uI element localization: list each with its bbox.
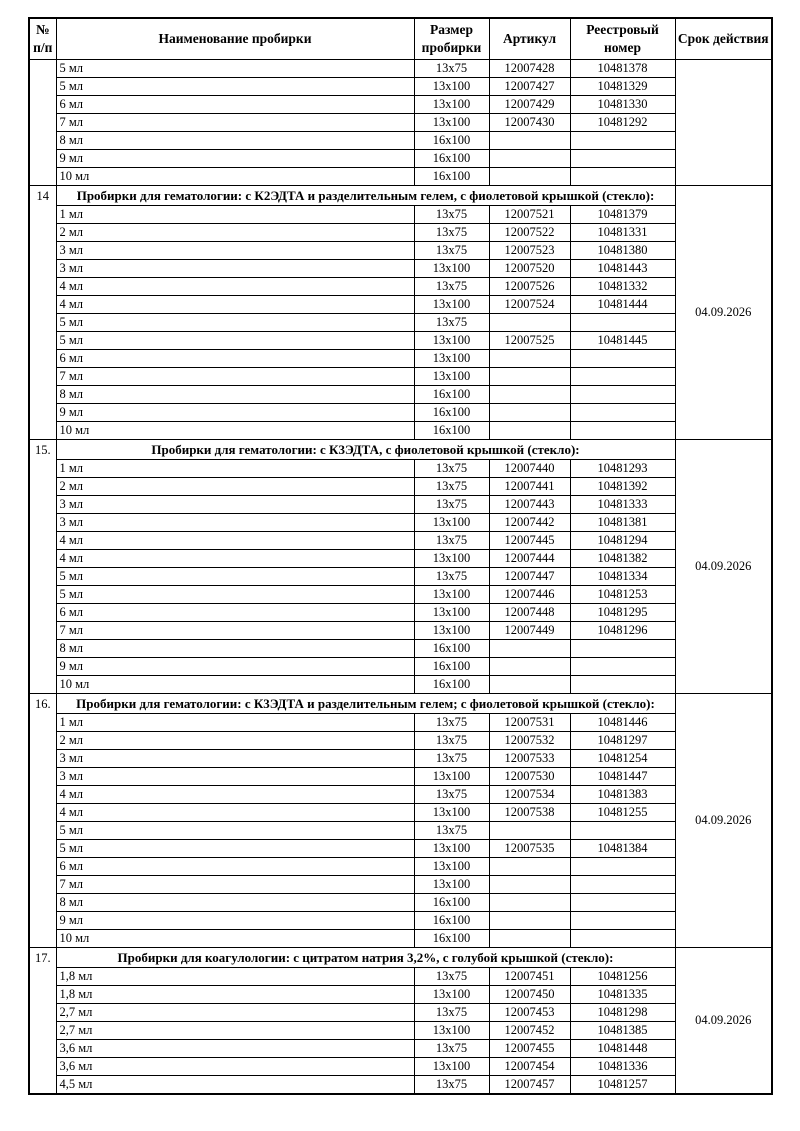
reg-number-cell <box>570 150 675 168</box>
table-row <box>29 822 772 840</box>
tube-size-cell: 16x100 <box>414 658 489 676</box>
tube-name-cell: 5 мл <box>56 314 414 332</box>
article-cell <box>489 912 570 930</box>
article-cell <box>489 422 570 440</box>
section-validity-cell: 04.09.2026 <box>675 186 772 440</box>
tube-name-cell: 1,8 мл <box>56 986 414 1004</box>
reg-number-cell: 10481334 <box>570 568 675 586</box>
article-cell: 12007430 <box>489 114 570 132</box>
section-header-row <box>29 186 772 206</box>
tube-size-cell: 16x100 <box>414 640 489 658</box>
section-header-row <box>29 948 772 968</box>
article-cell: 12007531 <box>489 714 570 732</box>
table-row <box>29 532 772 550</box>
reg-number-cell <box>570 386 675 404</box>
article-cell: 12007523 <box>489 242 570 260</box>
article-cell: 12007455 <box>489 1040 570 1058</box>
reg-number-cell: 10481444 <box>570 296 675 314</box>
table-row <box>29 478 772 496</box>
tube-name-cell: 1 мл <box>56 460 414 478</box>
section-title-cell: Пробирки для гематологии: с К3ЭДТА, с фиолетовой крышкой (стекло): <box>56 440 675 460</box>
article-cell <box>489 894 570 912</box>
tube-name-cell: 7 мл <box>56 876 414 894</box>
table-row <box>29 550 772 568</box>
tube-name-cell: 7 мл <box>56 368 414 386</box>
tube-name-cell: 6 мл <box>56 96 414 114</box>
section-number-cell: 14 <box>29 186 56 440</box>
article-cell: 12007535 <box>489 840 570 858</box>
table-row <box>29 96 772 114</box>
tube-size-cell: 13x100 <box>414 350 489 368</box>
tube-name-cell: 4,5 мл <box>56 1076 414 1095</box>
reg-number-cell: 10481298 <box>570 1004 675 1022</box>
table-row <box>29 1022 772 1040</box>
table-row <box>29 260 772 278</box>
article-cell <box>489 404 570 422</box>
reg-number-cell: 10481335 <box>570 986 675 1004</box>
reg-number-cell <box>570 912 675 930</box>
tube-name-cell: 3 мл <box>56 768 414 786</box>
article-cell <box>489 368 570 386</box>
tube-size-cell: 13x100 <box>414 550 489 568</box>
article-cell: 12007428 <box>489 60 570 78</box>
tube-size-cell: 13x75 <box>414 478 489 496</box>
col-header-num: № п/п <box>29 18 56 60</box>
reg-number-cell: 10481384 <box>570 840 675 858</box>
tube-size-cell: 13x75 <box>414 460 489 478</box>
reg-number-cell <box>570 822 675 840</box>
tube-size-cell: 16x100 <box>414 894 489 912</box>
tube-size-cell: 16x100 <box>414 150 489 168</box>
tube-name-cell: 10 мл <box>56 422 414 440</box>
tube-size-cell: 13x100 <box>414 622 489 640</box>
col-header-name: Наименование пробирки <box>56 18 414 60</box>
tube-size-cell: 16x100 <box>414 676 489 694</box>
article-cell <box>489 386 570 404</box>
tube-size-cell: 13x75 <box>414 60 489 78</box>
tube-name-cell: 3 мл <box>56 260 414 278</box>
tube-name-cell: 7 мл <box>56 622 414 640</box>
tube-name-cell: 4 мл <box>56 278 414 296</box>
article-cell: 12007450 <box>489 986 570 1004</box>
tube-name-cell: 6 мл <box>56 350 414 368</box>
table-row <box>29 224 772 242</box>
table-body <box>29 60 772 1095</box>
tube-size-cell: 13x100 <box>414 514 489 532</box>
tube-name-cell: 3,6 мл <box>56 1058 414 1076</box>
tube-size-cell: 13x100 <box>414 1058 489 1076</box>
table-row <box>29 858 772 876</box>
tube-name-cell: 2 мл <box>56 224 414 242</box>
section-number-cell: 15. <box>29 440 56 694</box>
article-cell: 12007451 <box>489 968 570 986</box>
tube-name-cell: 4 мл <box>56 532 414 550</box>
article-cell: 12007448 <box>489 604 570 622</box>
tube-size-cell: 13x100 <box>414 876 489 894</box>
table-row <box>29 368 772 386</box>
section-validity-cell: 04.09.2026 <box>675 948 772 1095</box>
table-row <box>29 840 772 858</box>
reg-number-cell: 10481333 <box>570 496 675 514</box>
table-row <box>29 768 772 786</box>
article-cell <box>489 658 570 676</box>
article-cell: 12007445 <box>489 532 570 550</box>
article-cell: 12007441 <box>489 478 570 496</box>
reg-number-cell: 10481330 <box>570 96 675 114</box>
table-row <box>29 876 772 894</box>
col-header-size: Размер пробирки <box>414 18 489 60</box>
tube-name-cell: 4 мл <box>56 786 414 804</box>
table-row <box>29 586 772 604</box>
article-cell: 12007443 <box>489 496 570 514</box>
reg-number-cell: 10481379 <box>570 206 675 224</box>
col-header-article: Артикул <box>489 18 570 60</box>
tube-name-cell: 5 мл <box>56 822 414 840</box>
tube-size-cell: 13x100 <box>414 858 489 876</box>
table-row <box>29 404 772 422</box>
article-cell <box>489 150 570 168</box>
tube-size-cell: 16x100 <box>414 132 489 150</box>
tube-size-cell: 13x75 <box>414 206 489 224</box>
tube-name-cell: 8 мл <box>56 132 414 150</box>
table-row <box>29 986 772 1004</box>
tube-size-cell: 13x75 <box>414 568 489 586</box>
reg-number-cell: 10481329 <box>570 78 675 96</box>
tube-size-cell: 13x75 <box>414 496 489 514</box>
section-validity-cell <box>675 60 772 186</box>
tube-name-cell: 4 мл <box>56 804 414 822</box>
reg-number-cell: 10481296 <box>570 622 675 640</box>
table-header <box>29 18 772 60</box>
tube-size-cell: 13x100 <box>414 804 489 822</box>
article-cell <box>489 676 570 694</box>
table-row <box>29 1040 772 1058</box>
article-cell <box>489 876 570 894</box>
article-cell: 12007457 <box>489 1076 570 1095</box>
reg-number-cell: 10481332 <box>570 278 675 296</box>
table-row <box>29 168 772 186</box>
article-cell: 12007454 <box>489 1058 570 1076</box>
tube-size-cell: 13x100 <box>414 604 489 622</box>
reg-number-cell: 10481381 <box>570 514 675 532</box>
tube-size-cell: 13x75 <box>414 1040 489 1058</box>
tube-name-cell: 3 мл <box>56 242 414 260</box>
reg-number-cell <box>570 640 675 658</box>
table-row <box>29 750 772 768</box>
article-cell: 12007429 <box>489 96 570 114</box>
reg-number-cell <box>570 422 675 440</box>
tube-name-cell: 6 мл <box>56 858 414 876</box>
tube-size-cell: 13x75 <box>414 714 489 732</box>
tube-name-cell: 1,8 мл <box>56 968 414 986</box>
article-cell: 12007538 <box>489 804 570 822</box>
article-cell: 12007530 <box>489 768 570 786</box>
section-number-cell: 16. <box>29 694 56 948</box>
tube-size-cell: 13x75 <box>414 1004 489 1022</box>
tube-size-cell: 13x75 <box>414 314 489 332</box>
article-cell: 12007453 <box>489 1004 570 1022</box>
tube-name-cell: 7 мл <box>56 114 414 132</box>
tube-name-cell: 5 мл <box>56 332 414 350</box>
section-header-row <box>29 694 772 714</box>
article-cell: 12007520 <box>489 260 570 278</box>
table-row <box>29 604 772 622</box>
table-row <box>29 622 772 640</box>
tube-name-cell: 8 мл <box>56 894 414 912</box>
article-cell <box>489 930 570 948</box>
reg-number-cell <box>570 876 675 894</box>
col-header-validity: Срок действия <box>675 18 772 60</box>
table-row <box>29 732 772 750</box>
table-row <box>29 912 772 930</box>
table-row <box>29 968 772 986</box>
tube-catalog-table <box>28 17 773 1095</box>
table-row <box>29 514 772 532</box>
tube-name-cell: 9 мл <box>56 658 414 676</box>
table-row <box>29 350 772 368</box>
tube-size-cell: 13x75 <box>414 732 489 750</box>
article-cell: 12007444 <box>489 550 570 568</box>
section-number-cell <box>29 60 56 186</box>
table-row <box>29 658 772 676</box>
tube-name-cell: 1 мл <box>56 714 414 732</box>
reg-number-cell <box>570 858 675 876</box>
article-cell: 12007533 <box>489 750 570 768</box>
section-validity-cell: 04.09.2026 <box>675 694 772 948</box>
tube-name-cell: 10 мл <box>56 930 414 948</box>
col-header-reg: Реестровый номер <box>570 18 675 60</box>
tube-name-cell: 9 мл <box>56 912 414 930</box>
tube-name-cell: 4 мл <box>56 296 414 314</box>
article-cell <box>489 350 570 368</box>
table-row <box>29 206 772 224</box>
section-title-cell: Пробирки для гематологии: с К3ЭДТА и разделительным гелем; с фиолетовой крышкой (стекло): <box>56 694 675 714</box>
reg-number-cell <box>570 658 675 676</box>
table-row <box>29 150 772 168</box>
table-row <box>29 568 772 586</box>
reg-number-cell: 10481256 <box>570 968 675 986</box>
table-row <box>29 786 772 804</box>
section-number-cell: 17. <box>29 948 56 1095</box>
tube-name-cell: 8 мл <box>56 386 414 404</box>
reg-number-cell: 10481447 <box>570 768 675 786</box>
tube-name-cell: 5 мл <box>56 78 414 96</box>
reg-number-cell <box>570 930 675 948</box>
section-title-cell: Пробирки для гематологии: с К2ЭДТА и разделительным гелем, с фиолетовой крышкой (стекло): <box>56 186 675 206</box>
section-header-row <box>29 440 772 460</box>
tube-size-cell: 13x75 <box>414 968 489 986</box>
tube-size-cell: 13x100 <box>414 586 489 604</box>
tube-size-cell: 13x100 <box>414 332 489 350</box>
reg-number-cell: 10481380 <box>570 242 675 260</box>
tube-size-cell: 16x100 <box>414 422 489 440</box>
article-cell <box>489 132 570 150</box>
table-row <box>29 278 772 296</box>
reg-number-cell: 10481253 <box>570 586 675 604</box>
reg-number-cell: 10481294 <box>570 532 675 550</box>
section-title-cell: Пробирки для коагулологии: с цитратом натрия 3,2%, с голубой крышкой (стекло): <box>56 948 675 968</box>
tube-name-cell: 8 мл <box>56 640 414 658</box>
tube-name-cell: 5 мл <box>56 60 414 78</box>
tube-name-cell: 9 мл <box>56 404 414 422</box>
table-row <box>29 242 772 260</box>
reg-number-cell: 10481293 <box>570 460 675 478</box>
article-cell: 12007525 <box>489 332 570 350</box>
article-cell: 12007447 <box>489 568 570 586</box>
reg-number-cell: 10481392 <box>570 478 675 496</box>
reg-number-cell: 10481254 <box>570 750 675 768</box>
section-validity-cell: 04.09.2026 <box>675 440 772 694</box>
table-row <box>29 460 772 478</box>
tube-name-cell: 3 мл <box>56 750 414 768</box>
tube-size-cell: 13x75 <box>414 786 489 804</box>
table-row <box>29 296 772 314</box>
table-row <box>29 386 772 404</box>
article-cell: 12007440 <box>489 460 570 478</box>
tube-size-cell: 13x75 <box>414 242 489 260</box>
tube-size-cell: 13x75 <box>414 278 489 296</box>
reg-number-cell: 10481336 <box>570 1058 675 1076</box>
reg-number-cell <box>570 314 675 332</box>
header-row <box>29 18 772 60</box>
reg-number-cell: 10481292 <box>570 114 675 132</box>
table-row <box>29 332 772 350</box>
reg-number-cell: 10481295 <box>570 604 675 622</box>
tube-size-cell: 13x100 <box>414 986 489 1004</box>
reg-number-cell: 10481443 <box>570 260 675 278</box>
reg-number-cell: 10481385 <box>570 1022 675 1040</box>
article-cell <box>489 168 570 186</box>
tube-size-cell: 13x75 <box>414 750 489 768</box>
reg-number-cell <box>570 368 675 386</box>
reg-number-cell: 10481446 <box>570 714 675 732</box>
tube-name-cell: 2,7 мл <box>56 1004 414 1022</box>
tube-size-cell: 13x75 <box>414 1076 489 1095</box>
article-cell <box>489 314 570 332</box>
article-cell: 12007521 <box>489 206 570 224</box>
table-row <box>29 422 772 440</box>
reg-number-cell <box>570 404 675 422</box>
reg-number-cell <box>570 132 675 150</box>
tube-name-cell: 5 мл <box>56 586 414 604</box>
table-row <box>29 1004 772 1022</box>
article-cell: 12007532 <box>489 732 570 750</box>
reg-number-cell: 10481331 <box>570 224 675 242</box>
tube-size-cell: 16x100 <box>414 404 489 422</box>
reg-number-cell: 10481297 <box>570 732 675 750</box>
tube-size-cell: 13x100 <box>414 296 489 314</box>
tube-name-cell: 5 мл <box>56 568 414 586</box>
article-cell <box>489 858 570 876</box>
article-cell: 12007526 <box>489 278 570 296</box>
table-row <box>29 314 772 332</box>
reg-number-cell <box>570 894 675 912</box>
tube-size-cell: 13x100 <box>414 260 489 278</box>
tube-size-cell: 13x100 <box>414 1022 489 1040</box>
tube-size-cell: 13x75 <box>414 224 489 242</box>
tube-name-cell: 6 мл <box>56 604 414 622</box>
table-row <box>29 676 772 694</box>
tube-name-cell: 3 мл <box>56 496 414 514</box>
tube-name-cell: 4 мл <box>56 550 414 568</box>
tube-name-cell: 3,6 мл <box>56 1040 414 1058</box>
table-row <box>29 1076 772 1095</box>
article-cell: 12007534 <box>489 786 570 804</box>
reg-number-cell: 10481382 <box>570 550 675 568</box>
table-row <box>29 132 772 150</box>
table-row <box>29 804 772 822</box>
table-row <box>29 930 772 948</box>
table-row <box>29 714 772 732</box>
tube-size-cell: 13x100 <box>414 96 489 114</box>
article-cell: 12007449 <box>489 622 570 640</box>
tube-name-cell: 2 мл <box>56 478 414 496</box>
tube-size-cell: 13x100 <box>414 840 489 858</box>
tube-name-cell: 3 мл <box>56 514 414 532</box>
reg-number-cell: 10481445 <box>570 332 675 350</box>
reg-number-cell: 10481255 <box>570 804 675 822</box>
tube-name-cell: 5 мл <box>56 840 414 858</box>
tube-name-cell: 10 мл <box>56 676 414 694</box>
article-cell: 12007452 <box>489 1022 570 1040</box>
table-row <box>29 496 772 514</box>
tube-size-cell: 13x100 <box>414 368 489 386</box>
tube-size-cell: 13x75 <box>414 532 489 550</box>
tube-size-cell: 16x100 <box>414 930 489 948</box>
reg-number-cell: 10481383 <box>570 786 675 804</box>
table-row <box>29 60 772 78</box>
tube-name-cell: 2 мл <box>56 732 414 750</box>
tube-size-cell: 13x100 <box>414 768 489 786</box>
tube-size-cell: 16x100 <box>414 168 489 186</box>
tube-size-cell: 13x100 <box>414 78 489 96</box>
tube-name-cell: 2,7 мл <box>56 1022 414 1040</box>
article-cell <box>489 640 570 658</box>
reg-number-cell <box>570 168 675 186</box>
article-cell: 12007524 <box>489 296 570 314</box>
table-row <box>29 1058 772 1076</box>
tube-size-cell: 13x100 <box>414 114 489 132</box>
article-cell <box>489 822 570 840</box>
reg-number-cell <box>570 350 675 368</box>
reg-number-cell: 10481448 <box>570 1040 675 1058</box>
table-row <box>29 894 772 912</box>
tube-size-cell: 16x100 <box>414 386 489 404</box>
table-row <box>29 640 772 658</box>
tube-name-cell: 9 мл <box>56 150 414 168</box>
table-row <box>29 114 772 132</box>
article-cell: 12007442 <box>489 514 570 532</box>
table-row <box>29 78 772 96</box>
tube-size-cell: 16x100 <box>414 912 489 930</box>
tube-name-cell: 10 мл <box>56 168 414 186</box>
reg-number-cell <box>570 676 675 694</box>
reg-number-cell: 10481378 <box>570 60 675 78</box>
tube-name-cell: 1 мл <box>56 206 414 224</box>
reg-number-cell: 10481257 <box>570 1076 675 1095</box>
article-cell: 12007446 <box>489 586 570 604</box>
article-cell: 12007522 <box>489 224 570 242</box>
tube-size-cell: 13x75 <box>414 822 489 840</box>
article-cell: 12007427 <box>489 78 570 96</box>
